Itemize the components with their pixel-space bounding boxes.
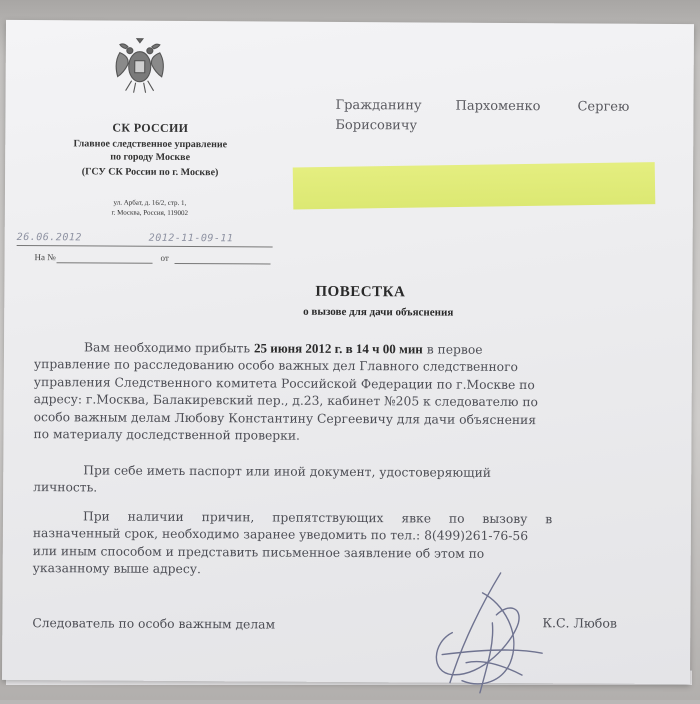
- appointment-datetime: 25 июня 2012 г. в 14 ч 00 мин: [253, 340, 423, 357]
- org-name-line2: по городу Москве: [110, 151, 191, 164]
- summons-line: управление по расследованию особо важных дел Главного следственного: [33, 357, 518, 375]
- document-subtitle: о вызове для дачи объяснения: [303, 305, 454, 319]
- notice-line: назначенный срок, необходимо заранее уведомить по тел.: 8(499)261-76-56: [32, 526, 529, 544]
- org-address-line1: ул. Арбат, д. 16/2, стр. 1,: [113, 198, 187, 208]
- summons-line: особо важным делам Любову Константину Сергеевичу для дачи объяснения: [33, 409, 537, 427]
- id-requirement-paragraph: [33, 462, 645, 501]
- summons-paragraph: [33, 338, 646, 447]
- summons-document: [2, 20, 694, 684]
- handwritten-ref-date: 26.06.2012: [16, 231, 82, 244]
- summons-line: управления Следственного комитета Российской Федерации по г.Москве по: [33, 374, 535, 392]
- addressee-title: Гражданину: [335, 97, 422, 114]
- reference-number-field: [17, 232, 277, 254]
- ref-underline: [17, 245, 273, 248]
- from-underline: [175, 263, 271, 265]
- summons-intro-tail: в первое: [426, 342, 483, 357]
- addressee-surname: Пархоменко: [455, 98, 541, 115]
- handwritten-signature-icon: [422, 562, 553, 703]
- org-name-line3: (ГСУ СК России по г. Москве): [81, 166, 219, 179]
- in-reply-to-label: На №: [34, 252, 56, 263]
- notice-line: или иным способом и представить письменное заявление об этом по: [32, 543, 485, 561]
- in-reply-underline: [57, 262, 153, 264]
- investigator-position: Следователь по особо важным делам: [32, 616, 276, 632]
- absence-notice-paragraph: [33, 508, 645, 581]
- org-title: СК РОССИИ: [112, 120, 189, 136]
- redaction-highlight: [293, 162, 656, 209]
- summons-line: по материалу доследственной проверки.: [33, 427, 301, 443]
- summons-line: адресу: г.Москва, Балакиревский пер., д.23, кабинет №205 к следователю по: [33, 392, 539, 410]
- notice-line: При наличии причин, препятствующих явке по вызову в: [82, 509, 553, 527]
- handwritten-ref-number: 2012-11-09-11: [148, 232, 234, 245]
- summons-intro: Вам необходимо прибыть: [83, 340, 251, 356]
- document-title: ПОВЕСТКА: [315, 283, 406, 301]
- investigator-name: К.С. Любов: [542, 615, 617, 631]
- addressee-first-name: Сергею: [577, 99, 630, 115]
- org-address-line2: г. Москва, Россия, 119002: [111, 208, 189, 218]
- id-line: личность.: [33, 480, 98, 495]
- notice-line: указанному выше адресу.: [32, 561, 201, 577]
- double-headed-eagle-emblem-icon: [112, 37, 168, 99]
- id-line: При себе иметь паспорт или иной документ, удостоверяющий: [83, 463, 492, 480]
- addressee-patronymic: Борисовичу: [335, 117, 418, 134]
- from-label: от: [160, 252, 169, 263]
- org-name-line1: Главное следственное управление: [73, 138, 228, 151]
